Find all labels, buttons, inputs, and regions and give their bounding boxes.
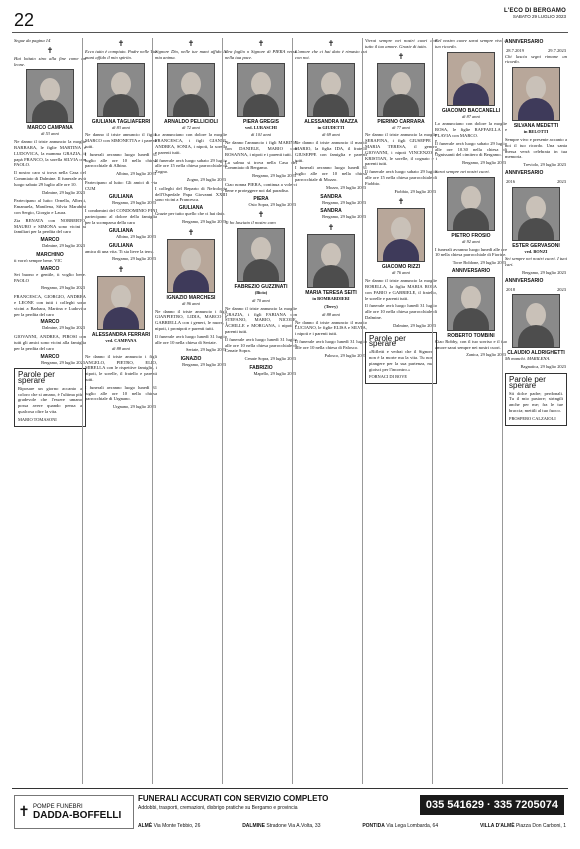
notice-quote: Ora faglio o Signore di PIERA verso nella tua pace.: [225, 49, 297, 60]
place-date: Dalmine, 29 luglio 2023: [393, 322, 436, 328]
notice-text: Il funerale avrà luogo sabato 29 luglio alle ore 15 nella chiesa parrocchiale di Fiobbio.: [365, 169, 437, 186]
age-label: di 92 anni: [462, 238, 480, 244]
column-7: [432, 38, 509, 784]
notice-text: Ciao nonna PIERA, continua a volerci bene e proteggere noi dal paradiso.: [225, 181, 297, 193]
notice-text: Lo annunciano con dolore la moglie FRANCESCA, i figli GIANNI, ANDREA, SONIA, i nipoti, la sorella e parenti tutti.: [155, 132, 227, 155]
portrait-photo: [307, 234, 355, 288]
column-5: [292, 38, 369, 784]
column-2: [82, 38, 159, 784]
logo-line-2: DADDA-BOFFELLI: [33, 809, 122, 821]
deceased-name: ALESSANDRA FERRARI: [91, 332, 151, 339]
deceased-name: GIULIANA: [108, 227, 134, 234]
column-6: [362, 38, 439, 784]
notice-text: Il funerale avrà luogo lunedì 31 luglio alle ore 10 nella chiesa parrocchiale di Dalmine.: [365, 303, 437, 320]
deceased-name: PIERA GREGIS: [243, 118, 279, 125]
phone-numbers: 035 541629 · 335 7205074: [420, 795, 564, 815]
notice-intro: Nel nostro cuore sarai sempre vivo il tuo ricordo.: [435, 38, 507, 49]
place-date: Treviolo, 29 luglio 2023: [523, 162, 566, 168]
place-date: Bergamo, 29 luglio 2023: [322, 199, 366, 205]
age-label: di 72 anni: [182, 124, 200, 130]
place-date: Mapello, 29 luglio 2023: [253, 370, 296, 376]
deceased-name: ESTER GERVASONI: [512, 242, 560, 249]
place-date: Seriate, 29 luglio 2023: [186, 347, 226, 353]
married-name: in BELOTTI: [523, 129, 549, 135]
portrait-photo: [512, 294, 560, 348]
deceased-name: MARCO: [40, 319, 60, 326]
portrait-photo: [447, 277, 495, 331]
notice-text: Il nostro caro si trova nella Casa del Commiato di Dalmine. Il funerale avrà luogo sabato 29 luglio alle ore 10.: [14, 170, 86, 187]
notice-text: I funerali avranno luogo lunedì 31 luglio alle ore 10 nella chiesa parrocchiale di Albino.: [85, 151, 157, 169]
portrait-photo: [512, 187, 560, 241]
place-date: Zanica, 29 luglio 2023: [466, 352, 506, 358]
portrait-photo: [447, 52, 495, 106]
place-date: Bergamo, 29 luglio 2023: [182, 218, 226, 224]
date-from: 2018: [506, 286, 515, 292]
column-4: [222, 38, 299, 784]
portrait-photo: [26, 69, 74, 123]
obituary-columns: [12, 38, 568, 784]
date-from: 2016: [506, 178, 515, 184]
masthead: [504, 8, 566, 19]
place-date: Fiobbio, 29 luglio 2023: [394, 188, 436, 194]
notice-text: Il funerale avrà luogo sabato 29 luglio alle ore 15 nella chiesa parrocchiale di Zogno.: [155, 157, 227, 175]
date-from: 28.7.2019: [506, 47, 524, 53]
paper-name: L'ECO DI BERGAMO: [504, 8, 566, 14]
notice-text: I funerali avranno luogo lunedì alle ore 10 nella chiesa parrocchiale di Fiorine.: [435, 246, 507, 258]
cross-icon: ✝: [257, 210, 265, 220]
cross-icon: ✝: [187, 39, 195, 48]
parole-per-sperare-box: [365, 332, 437, 385]
deceased-name: GIULIANA: [108, 242, 134, 249]
notice-text: ti vorrò sempre bene. VIC: [14, 257, 63, 263]
notice-text: Mi manchi. MARILENA.: [505, 356, 551, 362]
place-date: Dalmine, 29 luglio 2023: [42, 189, 85, 195]
portrait-photo: [377, 63, 425, 117]
deceased-name: PIERINO CARRARA: [377, 118, 425, 125]
page-number: 22: [14, 10, 35, 30]
funeral-home-ad: [12, 788, 568, 837]
notice-text: Il funerale avrà luogo lunedì 31 luglio alle ore 10 nella chiesa di Seriate.: [155, 333, 227, 345]
anniversary-title: ANNIVERSARIO: [505, 39, 544, 45]
notice-text: Sei buono e gentile, ti voglio bene. PAOLO: [14, 271, 86, 283]
portrait-photo: [97, 63, 145, 117]
portrait-photo: [167, 239, 215, 293]
notice-quote: Ecco tutto è compiuto. Padre nelle Tue mani affido il mio spirito.: [85, 49, 157, 60]
place-date: Albino, 29 luglio 2023: [115, 233, 156, 239]
date-to: 2023: [557, 286, 566, 292]
place-date: Bergamo, 29 luglio 2023: [112, 199, 156, 205]
deceased-name: MARCO: [40, 265, 60, 272]
deceased-name: PIETRO FROSIO: [451, 232, 491, 239]
cross-icon: ✝: [257, 39, 265, 48]
page-header: [0, 0, 580, 30]
anniversary-dates: [506, 287, 566, 293]
anniversary-quote: Chi lascia segni rimane un ricordo.: [505, 53, 567, 65]
notice-text: Grazie per tutto quello che ci hai dato.: [155, 211, 226, 217]
deceased-name: GIULIANA TAGLIAFERRI: [91, 118, 151, 125]
cross-icon: ✝: [397, 197, 405, 207]
notice-text: Lo annunciano con dolore la moglie ROSA, le figlie RAFFAELLA e FLAVIA con MARCO.: [435, 121, 507, 138]
deceased-name: MARCO CAMPANA: [27, 125, 73, 132]
cross-icon: ✝: [397, 51, 405, 61]
date-to: 2023: [557, 178, 566, 184]
age-label: di 83 anni: [112, 124, 130, 130]
place-date: Cenate Sopra, 29 luglio 2023: [244, 356, 296, 362]
notice-text: I funerali avranno luogo lunedì 31 luglio alle ore 10 nella chiesa parrocchiale di Mozzo.: [295, 165, 367, 182]
column-1: [12, 38, 88, 784]
notice-text: Il funerale avrà luogo lunedì 31 luglio alle ore 10 nella chiesa parrocchiale di Cenate Sopra.: [225, 336, 297, 354]
nickname: (Terry): [324, 303, 338, 309]
logo-line-1: POMPE FUNEBRI: [33, 803, 83, 810]
cross-icon: ✝: [327, 39, 335, 48]
parole-per-sperare-box: [14, 368, 86, 426]
place-date: Bergamo, 29 luglio 2023: [182, 362, 226, 368]
place-date: Bergamo, 29 luglio 2023: [522, 269, 566, 275]
notice-intro: Vivrai sempre nei nostri cuori con tutto il tuo amore. Grazie di tutto.: [365, 38, 437, 49]
notice-text: Ne danno il triste annuncio i figli ANGELO, PIETRO, ELIO, MIRELLA con le rispettive famiglie, i nipoti, le sorelle, il fratello e parenti tutti.: [85, 353, 157, 382]
funeral-home-logo: [14, 795, 134, 829]
notice-text: Il funerale avrà luogo sabato 29 luglio alle ore 10.30 nella chiesa di Ognissanti del cimitero di Bergamo.: [435, 140, 507, 158]
married-name: ved. LURASCHI: [245, 124, 277, 130]
anniversary-title: ANNIVERSARIO: [505, 169, 544, 176]
place-date: Palosco, 29 luglio 2023: [324, 352, 366, 358]
portrait-photo: [97, 276, 145, 330]
portrait-photo: [307, 63, 355, 117]
notice-quote: Signore Dio, nelle tue mani affido la mia anima.: [155, 49, 227, 60]
deceased-name: SANDRA: [320, 208, 342, 215]
continued-label: Segue da pagina 14: [14, 38, 51, 43]
age-label: di 77 anni: [392, 124, 410, 130]
notice-text: Sempre vivo e presente accanto a noi il tuo ricordo. Una santa messa verrà celebrata in tua memoria.: [505, 136, 567, 160]
cross-icon: ✝: [327, 223, 335, 233]
place-date: Bagnatica, 29 luglio 2023: [520, 364, 566, 370]
address-item: ALMÈ Via Monte Tebbio, 26: [138, 823, 201, 829]
nickname: (Bicio): [254, 290, 268, 296]
notice-text: amica di una vita. Ti sia lieve la terra.: [85, 248, 155, 254]
place-date: Bergamo, 29 luglio 2023: [322, 214, 366, 220]
notice-text: Ne danno il triste annuncio la moglie BARBARA, le figlie MARTINA e LUDOVICA, la mamma GRAZIA, il papà FRANCO, la sorella SILVIA con PAOLO.: [14, 139, 86, 168]
place-date: Mozzo, 29 luglio 2023: [325, 184, 366, 190]
notice-text: Ne danno il triste annuncio la moglie SERAFINA, i figli GIUSEPPE e MARIA TERESA, il genero GIOVANNI, i nipoti VINCENZO e KRISTIAN, le sorelle, il cognato e i parenti tutti.: [365, 132, 437, 167]
deceased-name: IGNAZIO MARCHESI: [166, 294, 216, 301]
issue-date: SABATO 29 LUGLIO 2023: [512, 14, 566, 19]
place-date: Zogno, 29 luglio 2023: [186, 176, 226, 182]
place-date: Osio Sopra, 29 luglio 2023: [248, 201, 296, 207]
address-item: VILLA D'ALMÈ Piazza Don Carboni, 1: [479, 823, 566, 829]
notice-text: Ne danno il triste annuncio i figli GIANPIETRO, LIDIA, MARCO e GABRIELLA con i generi, le nuore, i nipoti, i pronipoti e parenti tutti.: [155, 308, 227, 331]
deceased-name: MARCHINO: [36, 251, 64, 258]
place-date: Dalmine, 29 luglio 2023: [42, 243, 85, 249]
deceased-name: GIACOMO BACCANELLI: [441, 107, 501, 114]
anniversary-dates: [506, 179, 566, 185]
deceased-name: SANDRA: [320, 193, 342, 200]
anniversary-title: ANNIVERSARIO: [505, 277, 544, 284]
column-3: [152, 38, 229, 784]
notice-text: Partecipano al lutto: Ornella, Alberti, Emanuela, Manilena, Silvia Marabini con Sergio, Giorgio e Laura.: [14, 198, 86, 215]
age-label: di 53 anni: [41, 131, 59, 137]
cross-icon: ✝: [187, 227, 195, 237]
portrait-photo: [512, 67, 560, 121]
married-name: in BOMBARDIERI: [312, 296, 350, 302]
notice-text: Zia RENATA con NORBERTO, MAURO e SIMONA sono vicini ai familiari per la perdita del caro: [14, 217, 86, 235]
age-label: di 70 anni: [252, 297, 270, 303]
place-date: Albino, 29 luglio 2023: [115, 171, 156, 177]
header-divider: [12, 32, 568, 33]
ad-subtitle: Addobbi, trasporti, cremazioni, disbrigo pratiche su Bergamo e provincia: [138, 805, 298, 811]
portrait-photo: [237, 63, 285, 117]
deceased-name: MARIA TERESA SEITI: [305, 290, 357, 297]
deceased-name: FABREZIO GUZZINATI: [234, 284, 288, 291]
cross-icon: ✝: [117, 39, 125, 48]
age-label: di 76 anni: [392, 270, 410, 276]
notice-intro: Hai lottato sino alla fine come un leone.: [14, 55, 86, 67]
notice-quote: L'amore che ci hai dato è rimasto qui con noi.: [295, 49, 367, 60]
notice-quote: Sarai sempre nei nostri cuori.: [435, 168, 490, 174]
notice-text: Ne danno il triste annuncio il marito LUCIANO, le figlie ELISA e SILVIA, i nipoti e i parenti tutti.: [295, 319, 367, 337]
deceased-name: SILVANA MEDETTI: [513, 123, 559, 130]
notice-text: La salma si trova nella Casa del Commiato di Bergamo.: [225, 159, 297, 171]
parole-title: Parole per sperare: [509, 374, 546, 390]
date-to: 29.7.2023: [548, 47, 566, 53]
deceased-name: ARNALDO PELLICIOLI: [164, 118, 218, 125]
cross-icon: ✝: [117, 265, 125, 275]
married-name: in GIUDETTI: [317, 124, 345, 130]
deceased-name: ROBERTO TOMBINI: [447, 332, 495, 339]
place-date: Bergamo, 29 luglio 2023: [252, 173, 296, 179]
notice-text: I condomini del CONDOMINIO PINI partecipano al dolore della famiglia per la scomparsa della cara: [85, 208, 157, 225]
notice-text: FRANCESCA, GIORGIO, ANDREA e LEONE con tutti i colleghi sono vicini a Barbara, Martina e Ludovica per la perdita del caro: [14, 294, 86, 317]
notice-text: I funerali avranno luogo lunedì 31 luglio alle ore 10 nella chiesa parrocchiale di Urgnano.: [85, 384, 157, 402]
portrait-photo: [167, 63, 215, 117]
portrait-photo: [447, 177, 495, 231]
ad-title: FUNERALI ACCURATI CON SERVIZIO COMPLETO: [138, 794, 329, 803]
cross-icon: ✝: [46, 45, 54, 55]
age-label: di 96 anni: [182, 300, 200, 306]
address-item: PONTIDA Via Lega Lombarda, 64: [362, 823, 439, 829]
notice-text: Ciao Robby, con il tuo sorriso e il tuo amore sarai sempre nei nostri cuori.: [435, 338, 507, 350]
notice-text: I colleghi del Reparto di Nefrologia dell'Ospedale Papa Giovanni XXIII sono vicini a Francesca.: [155, 185, 227, 203]
married-name: ved. CAMPANA: [105, 338, 137, 344]
deceased-name: PIERA: [253, 195, 269, 202]
age-label: di 88 anni: [322, 311, 340, 317]
notice-text: Sei sempre nei nostri cuori. I tuoi cari.: [505, 256, 567, 268]
parole-title: Parole per sperare: [18, 370, 55, 386]
notice-text: Ne danno l'annuncio i figli MARINA con DANIELE, MARIO con ROSANNA, i nipoti e i parenti tutti.: [225, 140, 297, 157]
deceased-name: CLAUDIO ALDRIGHETTI: [507, 350, 565, 357]
portrait-photo: [377, 208, 425, 262]
place-date: Bergamo, 29 luglio 2023: [41, 359, 85, 365]
notice-text: Ne danno il triste annuncio la moglie GRAZIA, i figli FABIANA con STEFANO, MARIO, NICOLE, ACHILLE e MORGANA, i nipoti e parenti tutti.: [225, 305, 297, 334]
ad-addresses: [138, 823, 566, 829]
parole-text: «Rifletti e vedrai che il Signore non è la morte ma la vita. Tu non piangere per la sua partenza, ma gioisci per l'incontro.»: [369, 349, 433, 372]
notice-text: Ne danno il triste annuncio la moglie BORELLA, la figlia MARIA ROSA con FABIO e GABRIELE, il fratello, le sorelle e parenti tutti.: [365, 278, 437, 301]
deceased-name: ALESSANDRA MAZZA: [304, 118, 358, 125]
deceased-name: MARCO: [40, 353, 60, 360]
age-label: di 69 anni: [322, 132, 340, 138]
parole-per-sperare-box: [505, 373, 567, 426]
deceased-name: GIACOMO RIZZI: [381, 264, 421, 271]
age-label: di 101 anni: [250, 132, 271, 138]
notice-text: GIOVANNI, ANDREA, PIROSI con tutti gli amici sono vicini alla famiglia per la perdita del caro: [14, 334, 86, 351]
notice-quote: Ti ho lasciato il nostro caro: [225, 220, 276, 226]
place-date: Urgnano, 29 luglio 2023: [112, 404, 156, 410]
place-date: Bergamo, 29 luglio 2023: [462, 160, 506, 166]
parole-title: Parole per sperare: [369, 333, 406, 349]
parole-credit: MARIO TOMASONI: [18, 416, 57, 422]
cross-icon: ✝: [18, 804, 30, 820]
deceased-name: GIULIANA: [178, 205, 204, 212]
parole-credit: FORNACI DI BOVE: [369, 374, 408, 380]
deceased-name: GIULIANA: [108, 193, 134, 200]
age-label: di 87 anni: [462, 113, 480, 119]
place-date: Bergamo, 29 luglio 2023: [41, 285, 85, 291]
place-date: Dalmine, 29 luglio 2023: [42, 325, 85, 331]
married-name: ved. BONZI: [524, 248, 548, 254]
parole-text: Sii dolce padre; perdonali. Tu il mio pastore; stringili anche per me; fra le tue braccia; mettili al tuo fuoco.: [509, 390, 563, 413]
deceased-name: FABRIZIO: [249, 364, 273, 371]
notice-text: Ne danno il triste annuncio il marito MARIO, la figlia IDA, il fratello GIUSEPPE con famiglia e parenti tutti.: [295, 140, 367, 163]
notice-text: Ne danno il triste annuncio il figlio MARCO con SIMONETTA e i parenti tutti.: [85, 132, 157, 149]
age-label: di 88 anni: [112, 345, 130, 351]
deceased-name: IGNAZIO: [180, 356, 202, 363]
parole-text: Riposare un giorno accanto a coloro che si amano, è l'ultima più gradevole che l'essere umano possa avere quando pensa a qualcosa oltre la vita.: [18, 385, 82, 415]
parole-credit: PROSPERO CALZAIOLI: [509, 415, 556, 421]
place-date: Bergamo, 29 luglio 2023: [112, 256, 156, 262]
address-item: DALMINE Stradone Via A.Volta, 33: [242, 823, 321, 829]
column-8: [502, 38, 569, 784]
notice-text: Partecipano al lutto: Gli amici di via CUM: [85, 179, 157, 191]
place-date: Torre Boldone, 29 luglio 2023: [452, 260, 506, 266]
portrait-photo: [237, 228, 285, 282]
anniversary-title: ANNIVERSARIO: [451, 267, 491, 274]
deceased-name: MARCO: [40, 237, 60, 244]
notice-text: Il funerale avrà luogo lunedì 31 luglio alle ore 10 nella chiesa di Palosco.: [295, 338, 367, 350]
